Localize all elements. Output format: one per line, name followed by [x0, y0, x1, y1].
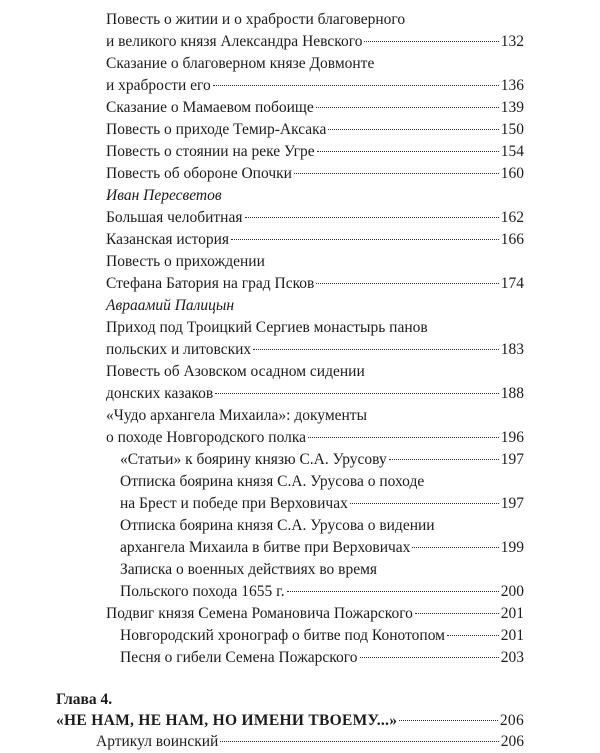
- entry-text: и храбрости его: [106, 77, 211, 94]
- dot-leader: [412, 547, 498, 548]
- toc-entry: [106, 31, 524, 53]
- entry-text: польских и литовских: [106, 341, 252, 358]
- entry-text: и великого князя Александра Невского: [106, 33, 363, 50]
- toc-entry: [120, 625, 524, 647]
- toc-entry: [106, 383, 524, 405]
- page-number: 201: [500, 627, 524, 644]
- entry-text: Подвиг князя Семена Романовича Пожарского: [106, 605, 413, 622]
- entry-text: Новгородский хронограф о битве под Конотопом: [120, 627, 445, 644]
- page-number: 201: [500, 605, 524, 622]
- dot-leader: [253, 349, 499, 350]
- page-number: 160: [500, 165, 524, 182]
- page-number: 183: [500, 341, 524, 358]
- dot-leader: [389, 459, 499, 460]
- dot-leader: [231, 239, 499, 240]
- entry-text: Польского похода 1655 г.: [120, 583, 285, 600]
- entry-text: донских казаков: [106, 385, 214, 402]
- toc-entry: [120, 515, 435, 537]
- toc-entry: [120, 559, 377, 581]
- toc-entry: [106, 53, 374, 75]
- toc-entry: [120, 493, 524, 515]
- dot-leader: [316, 107, 499, 108]
- chapter-label: Глава 4.: [56, 691, 113, 708]
- dot-leader: [399, 720, 498, 721]
- author-heading: [106, 295, 234, 317]
- page-number: 203: [500, 649, 524, 666]
- dot-leader: [245, 217, 499, 218]
- toc-entry: [120, 537, 524, 559]
- page-number: 174: [500, 275, 524, 292]
- toc-entry: [106, 361, 365, 383]
- toc-entry: [106, 75, 524, 97]
- page-number: 136: [500, 77, 524, 94]
- dot-leader: [316, 283, 498, 284]
- entry-text: архангела Михаила в битве при Верховичах: [120, 539, 411, 556]
- entry-text: Казанская история: [106, 231, 230, 248]
- dot-leader: [317, 151, 499, 152]
- toc-entry: [120, 471, 424, 493]
- dot-leader: [213, 85, 499, 86]
- dot-leader: [220, 741, 498, 742]
- page-number: 206: [500, 733, 524, 750]
- author-name: Иван Пересветов: [106, 187, 222, 204]
- dot-leader: [350, 503, 499, 504]
- toc-entry: [106, 163, 524, 185]
- author-heading: [106, 185, 222, 207]
- toc-entry: [106, 207, 524, 229]
- page-number: 132: [500, 33, 524, 50]
- page-number: 154: [500, 143, 524, 160]
- dot-leader: [328, 129, 498, 130]
- entry-text: Повесть о стоянии на реке Угре: [106, 143, 315, 160]
- entry-text: «Статьи» к боярину князю С.А. Урусову: [120, 451, 387, 468]
- entry-text: Песня о гибели Семена Пожарского: [120, 649, 358, 666]
- entry-text: Стефана Батория на град Псков: [106, 275, 315, 292]
- entry-text: Артикул воинский: [96, 733, 219, 750]
- toc-entry: [106, 119, 524, 141]
- page-number: 166: [500, 231, 524, 248]
- entry-text: Записка о военных действиях во время: [120, 561, 378, 578]
- dot-leader: [308, 437, 499, 438]
- toc-entry: [106, 405, 367, 427]
- page-number: 139: [500, 99, 524, 116]
- toc-entry: [120, 647, 524, 669]
- author-name: Авраамий Палицын: [106, 297, 235, 314]
- toc-entry: [106, 229, 524, 251]
- entry-text: на Брест и победе при Верховичах: [120, 495, 348, 512]
- entry-text: Отписка боярина князя С.А. Урусова о видении: [120, 517, 435, 534]
- toc-entry: [106, 317, 428, 339]
- page-number: 162: [500, 209, 524, 226]
- entry-text: Повесть об обороне Опочки: [106, 165, 292, 182]
- dot-leader: [364, 41, 498, 42]
- entry-text: «Чудо архангела Михаила»: документы: [106, 407, 367, 424]
- entry-text: Повесть о прихождении: [106, 253, 265, 270]
- dot-leader: [360, 657, 499, 658]
- page-number: 197: [500, 451, 524, 468]
- toc-entry: [120, 581, 524, 603]
- chapter-title-entry: [56, 710, 524, 732]
- dot-leader: [294, 173, 499, 174]
- page-number: 196: [500, 429, 524, 446]
- entry-text: Повесть о приходе Темир-Аксака: [106, 121, 327, 138]
- chapter-title: «НЕ НАМ, НЕ НАМ, НО ИМЕНИ ТВОЕМУ...»: [56, 712, 398, 729]
- page-number: 197: [500, 495, 524, 512]
- entry-text: Сказание о благоверном князе Довмонте: [106, 55, 375, 72]
- dot-leader: [215, 393, 498, 394]
- entry-text: Приход под Троицкий Сергиев монастырь панов: [106, 319, 428, 336]
- toc-entry: [106, 603, 524, 625]
- toc-entry: [106, 9, 405, 31]
- toc-entry: [106, 251, 265, 273]
- page-number: 199: [500, 539, 524, 556]
- toc-entry: [106, 339, 524, 361]
- page-number: 206: [499, 712, 524, 729]
- dot-leader: [287, 591, 499, 592]
- entry-text: Большая челобитная: [106, 209, 243, 226]
- toc-entry: [106, 427, 524, 449]
- entry-text: Сказание о Мамаевом побоище: [106, 99, 314, 116]
- toc-entry: [120, 449, 524, 471]
- page-number: 200: [500, 583, 524, 600]
- toc-entry: [106, 141, 524, 163]
- entry-text: Повесть об Азовском осадном сидении: [106, 363, 365, 380]
- page-number: 150: [500, 121, 524, 138]
- toc-entry: [106, 273, 524, 295]
- dot-leader: [415, 613, 499, 614]
- page-number: 188: [500, 385, 524, 402]
- dot-leader: [447, 635, 499, 636]
- toc-entry: [106, 97, 524, 119]
- entry-text: Отписка боярина князя С.А. Урусова о походе: [120, 473, 425, 490]
- entry-text: о походе Новгородского полка: [106, 429, 307, 446]
- chapter-heading: [56, 689, 112, 711]
- entry-text: Повесть о житии и о храбрости благоверного: [106, 11, 406, 28]
